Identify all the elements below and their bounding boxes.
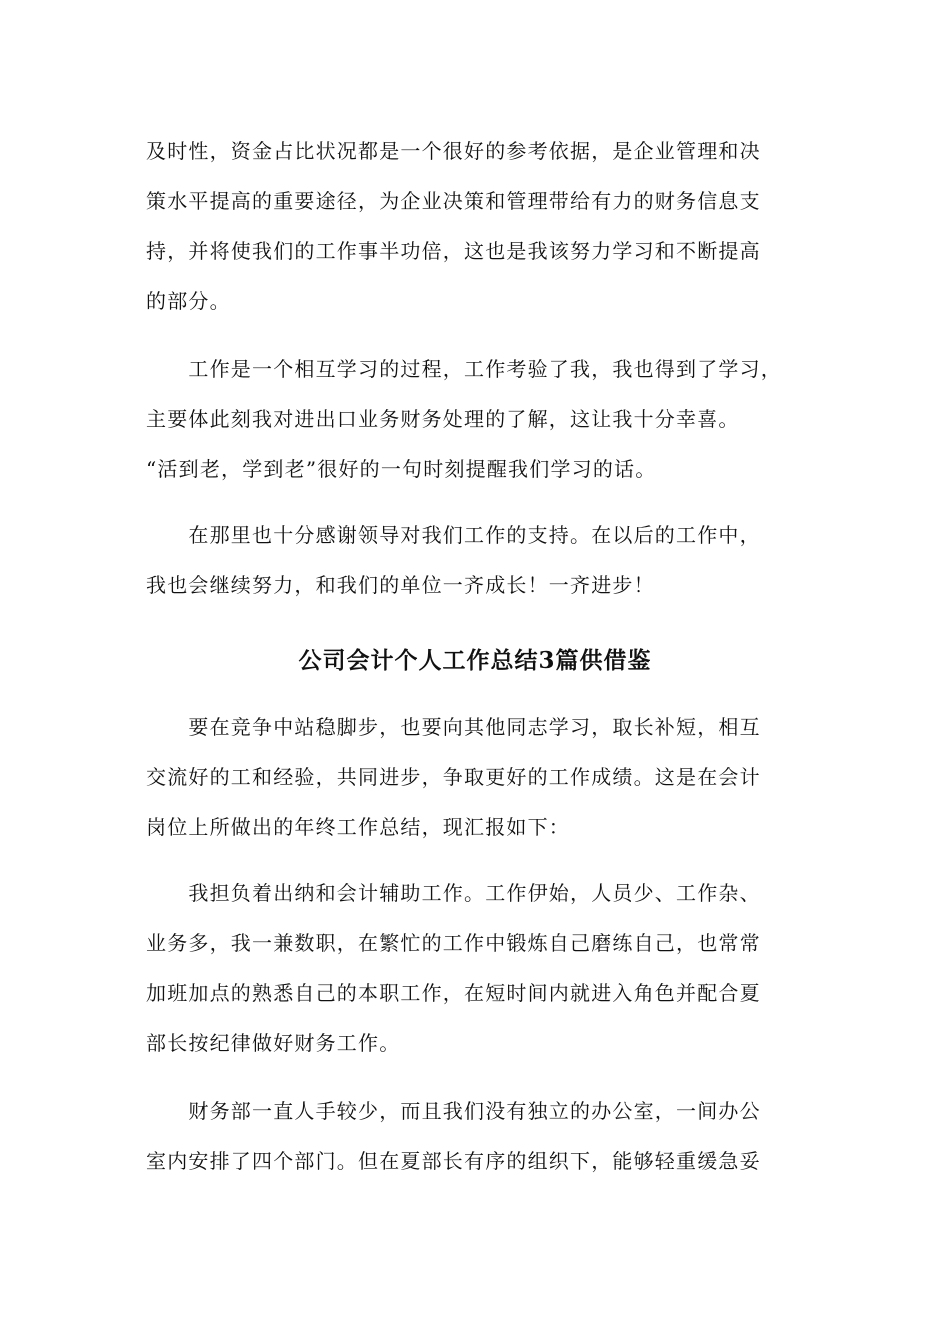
text-line: 要在竞争中站稳脚步，也要向其他同志学习，取长补短，相互 bbox=[146, 715, 761, 739]
text-line: 我担负着出纳和会计辅助工作。工作伊始，人员少、工作杂、 bbox=[146, 881, 761, 905]
paragraph-funding-reference bbox=[146, 126, 806, 326]
text-line: 加班加点的熟悉自己的本职工作，在短时间内就进入角色并配合夏 bbox=[146, 981, 761, 1005]
text-line: 部长按纪律做好财务工作。 bbox=[146, 1031, 401, 1055]
text-line: 持，并将使我们的工作事半功倍，这也是我该努力学习和不断提高 bbox=[146, 239, 761, 263]
text-line: 室内安排了四个部门。但在夏部长有序的组织下，能够轻重缓急妥 bbox=[146, 1149, 761, 1173]
paragraph-mutual-learning bbox=[146, 344, 806, 494]
text-line: 主要体此刻我对进出口业务财务处理的了解，这让我十分幸喜。 bbox=[146, 407, 740, 431]
text-line: 及时性，资金占比状况都是一个很好的参考依据，是企业管理和决 bbox=[146, 139, 761, 163]
paragraph-cashier-duties bbox=[146, 868, 806, 1068]
text-line: 策水平提高的重要途径，为企业决策和管理带给有力的财务信息支 bbox=[146, 189, 761, 213]
text-line: 的部分。 bbox=[146, 289, 231, 313]
text-line: 财务部一直人手较少，而且我们没有独立的办公室，一间办公 bbox=[146, 1099, 761, 1123]
text-line: 岗位上所做出的年终工作总结，现汇报如下： bbox=[146, 815, 570, 839]
text-line: 工作是一个相互学习的过程，工作考验了我，我也得到了学习， bbox=[146, 357, 782, 381]
paragraph-competition bbox=[146, 702, 806, 852]
paragraph-thanks bbox=[146, 510, 806, 610]
paragraph-finance-department bbox=[146, 1086, 806, 1186]
text-line: 交流好的工和经验，共同进步，争取更好的工作成绩。这是在会计 bbox=[146, 765, 761, 789]
text-line: “活到老，学到老”很好的一句时刻提醒我们学习的话。 bbox=[146, 457, 657, 481]
section-title: 公司会计个人工作总结3篇供借鉴 bbox=[298, 647, 652, 674]
text-line: 我也会继续努力，和我们的单位一齐成长！一齐进步！ bbox=[146, 573, 655, 597]
text-line: 在那里也十分感谢领导对我们工作的支持。在以后的工作中， bbox=[146, 523, 761, 547]
text-line: 业务多，我一兼数职，在繁忙的工作中锻炼自己磨练自己，也常常 bbox=[146, 931, 761, 955]
